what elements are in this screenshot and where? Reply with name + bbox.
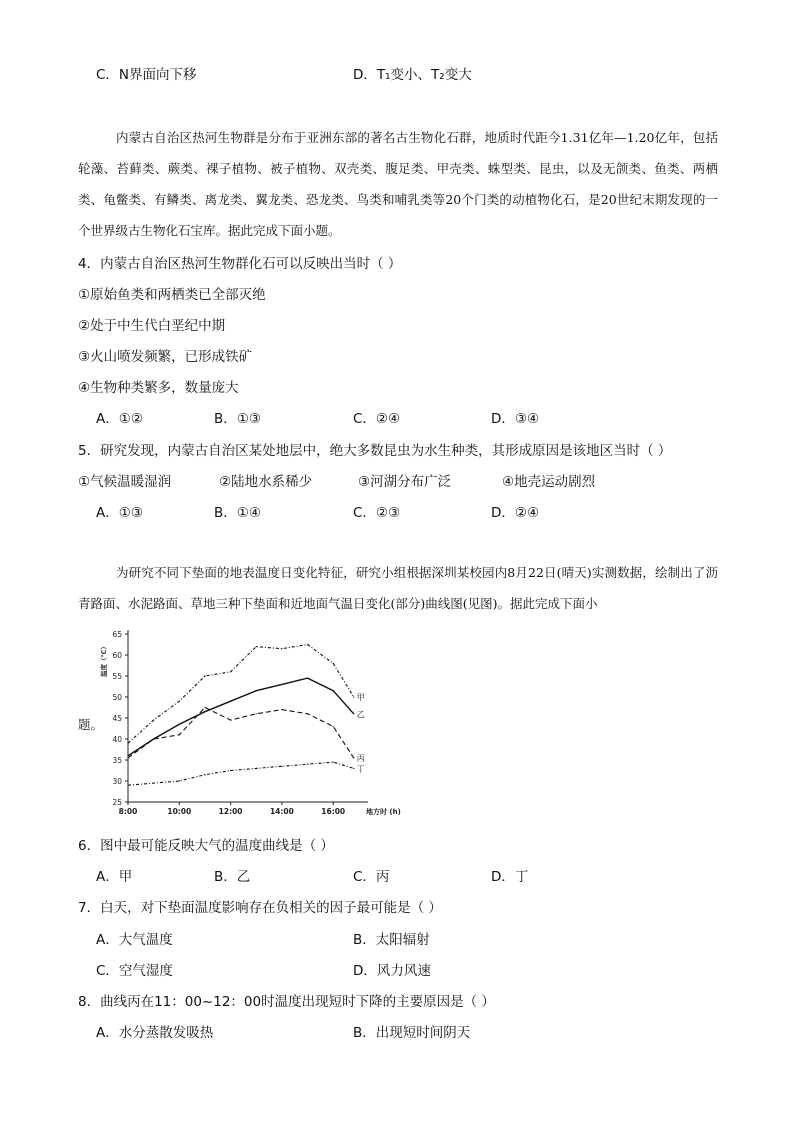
- q8-option-a: A．水分蒸散发吸热: [96, 1025, 214, 1041]
- q3-option-d: D．T₁变小、T₂变大: [353, 67, 472, 83]
- y-tick-label: 35: [112, 756, 122, 765]
- q7-option-b: B．太阳辐射: [353, 932, 430, 948]
- q5-item-3: ③河湖分布广泛: [358, 474, 452, 490]
- y-tick-label: 55: [112, 672, 122, 681]
- q6-option-a: A．甲: [96, 869, 133, 885]
- y-axis-label: 温度（℃）: [100, 643, 108, 677]
- data-point: [256, 713, 257, 714]
- q4-option-b: B．①③: [214, 411, 261, 427]
- q4-item-3: ③火山喷发频繁，已形成铁矿: [78, 349, 253, 365]
- series-line-3: [128, 708, 354, 758]
- data-point: [307, 764, 308, 765]
- x-tick-label: 16:00: [321, 807, 346, 816]
- data-point: [353, 757, 354, 758]
- passage-rehe-biota: 内蒙古自治区热河生物群是分布于亚洲东部的著名古生物化石群，地质时代距今1.31亿年—1.20亿年，包括轮藻、苔藓类、蕨类、裸子植物、被子植物、双壳类、腹足类、甲壳类、蛛型类、昆虫，以及无颌类、鱼类、两栖类、龟鳖类、有鳞类、离龙类、翼龙类、恐龙类、鸟类和哺乳类等20个门类的动植物化石，是20世纪末期发现的一个世界级古生物化石宝库。据此完成下面小题。: [78, 130, 718, 238]
- q4-option-c: C．②④: [353, 411, 401, 427]
- q7-option-a: A．大气温度: [96, 932, 173, 948]
- q4-item-4: ④生物种类繁多，数量庞大: [78, 380, 239, 396]
- data-point: [353, 696, 354, 697]
- series-line-4: [128, 762, 354, 785]
- q4-item-2: ②处于中生代白垩纪中期: [78, 318, 226, 334]
- q6-option-c: C．丙: [353, 869, 390, 885]
- series-line-2: [128, 678, 354, 756]
- data-point: [333, 726, 334, 727]
- data-point: [127, 757, 128, 758]
- data-point: [307, 644, 308, 645]
- data-point: [153, 783, 154, 784]
- q6-stem: 6．图中最可能反映大气的温度曲线是（ ）: [78, 838, 334, 854]
- data-point: [281, 684, 282, 685]
- q3-option-c: C．N界面向下移: [96, 67, 197, 83]
- y-tick-label: 40: [112, 735, 122, 744]
- data-point: [127, 785, 128, 786]
- data-point: [256, 768, 257, 769]
- data-point: [230, 671, 231, 672]
- data-point: [127, 755, 128, 756]
- series-label: 甲: [356, 693, 365, 702]
- y-tick-label: 65: [112, 630, 122, 639]
- x-tick-label: 10:00: [167, 807, 192, 816]
- data-point: [281, 709, 282, 710]
- y-tick-label: 60: [112, 651, 122, 660]
- q6-option-b: B．乙: [214, 869, 251, 885]
- q5-option-d: D．②④: [491, 505, 540, 521]
- q5-stem: 5．研究发现，内蒙古自治区某处地层中，绝大多数昆虫为水生种类，其形成原因是该地区当时（ ）: [78, 443, 672, 459]
- data-point: [353, 768, 354, 769]
- data-point: [230, 701, 231, 702]
- data-point: [153, 720, 154, 721]
- data-point: [204, 675, 205, 676]
- y-tick-label: 25: [112, 798, 122, 807]
- y-tick-label: 45: [112, 714, 122, 723]
- q4-item-1: ①原始鱼类和两栖类已全部灭绝: [78, 287, 266, 303]
- data-point: [256, 646, 257, 647]
- data-point: [307, 678, 308, 679]
- y-tick-label: 30: [112, 777, 122, 786]
- data-point: [204, 711, 205, 712]
- series-label: 丁: [356, 764, 365, 774]
- data-point: [153, 738, 154, 739]
- data-point: [204, 774, 205, 775]
- series-line-1: [128, 645, 354, 744]
- data-point: [281, 648, 282, 649]
- q7-stem: 7．白天，对下垫面温度影响存在负相关的因子最可能是（ ）: [78, 900, 442, 916]
- q8-option-b: B．出现短时间阴天: [353, 1025, 471, 1041]
- data-point: [179, 780, 180, 781]
- data-point: [333, 762, 334, 763]
- series-label: 丙: [356, 753, 365, 763]
- series-label: 乙: [356, 709, 365, 719]
- data-point: [179, 734, 180, 735]
- q5-item-1: ①气候温暖湿润: [78, 474, 172, 490]
- q5-item-4: ④地壳运动剧烈: [502, 474, 596, 490]
- data-point: [256, 690, 257, 691]
- data-point: [230, 720, 231, 721]
- x-axis-label: 地方时 (h): [366, 808, 401, 816]
- data-point: [353, 713, 354, 714]
- data-point: [179, 701, 180, 702]
- q4-stem: 4．内蒙古自治区热河生物群化石可以反映出当时（ ）: [78, 256, 402, 272]
- data-point: [127, 743, 128, 744]
- q5-option-b: B．①④: [214, 505, 261, 521]
- x-tick-label: 12:00: [218, 807, 243, 816]
- data-point: [333, 690, 334, 691]
- passage-surface-temperature: 为研究不同下垫面的地表温度日变化特征，研究小组根据深圳某校园内8月22日(晴天)实测数据，绘制出了沥青路面、水泥路面、草地三种下垫面和近地面气温日变化(部分)曲线图(见图)。据此完成下面小: [78, 565, 718, 611]
- q5-option-a: A．①③: [96, 505, 143, 521]
- q4-option-d: D．③④: [491, 411, 540, 427]
- q8-stem: 8．曲线丙在11：00~12：00时温度出现短时下降的主要原因是（ ）: [78, 994, 495, 1010]
- data-point: [307, 713, 308, 714]
- data-point: [204, 707, 205, 708]
- x-tick-label: 14:00: [269, 807, 294, 816]
- y-tick-label: 50: [112, 693, 122, 702]
- q5-item-2: ②陆地水系稀少: [219, 474, 313, 490]
- q5-option-c: C．②③: [353, 505, 401, 521]
- q7-option-c: C．空气湿度: [96, 963, 173, 979]
- temperature-line-chart: [96, 622, 416, 822]
- data-point: [333, 663, 334, 664]
- x-tick-label: 8:00: [118, 807, 138, 816]
- q7-option-d: D．风力风速: [353, 963, 431, 979]
- data-point: [230, 770, 231, 771]
- passage-tail: 题。: [78, 717, 104, 732]
- chart-series: [127, 644, 364, 786]
- data-point: [281, 766, 282, 767]
- chart-axes: [99, 630, 401, 816]
- q6-option-d: D．丁: [491, 869, 529, 885]
- data-point: [179, 724, 180, 725]
- q4-option-a: A．①②: [96, 411, 143, 427]
